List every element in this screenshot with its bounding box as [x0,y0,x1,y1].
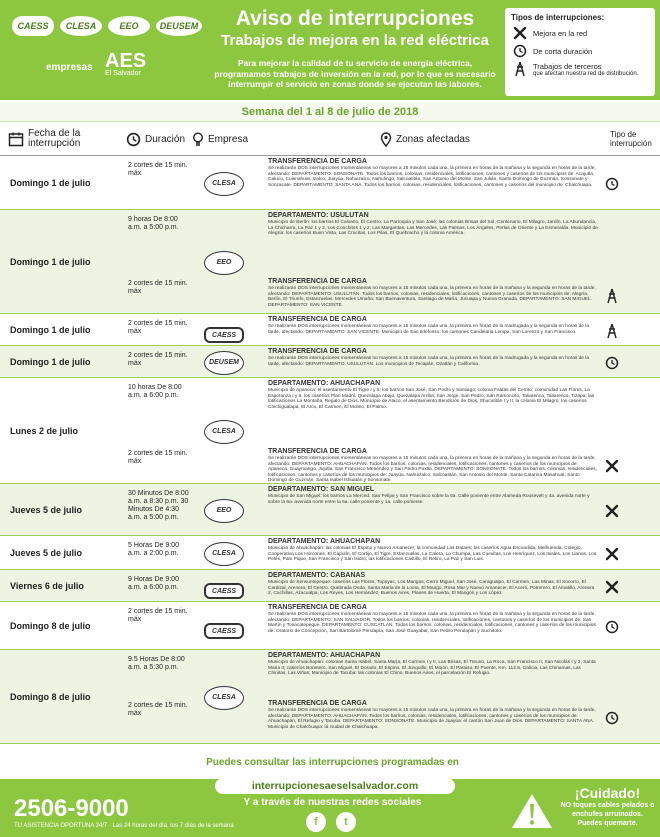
tools-icon [604,546,620,562]
col-fecha-label: Fecha de la interrupción [28,128,81,149]
col-empresa-label: Empresa [208,133,249,145]
row-date: Domingo 1 de julio [10,178,91,188]
aes-logo-text: AES [105,50,147,72]
row-zones: Municipio de Sensuntepeque: caseríos Las Flores, Topoyac, Los Mangos, Cerro Miguel, San José, Caragualpo, El Carmen, Las Minas, El Socorro, El Cardizal, Arenera, El Centro, Quebrada Onda, Santa María de la Loma, El Mango, Rosa Mar y Nuevo Amanecer, El Aceró, Potrerero, El Amatillo, Arenera 2, Cuchillas, Azacualpa, Los Reyes, Los Hernández, Buenos Aires, Planes de Huerta, El Mangón y Los López. [268,580,595,597]
empresas-label: empresas [46,62,93,73]
row-zones-secondary: Se realizarán DOS interrupciones momentáneas no mayores a 15 minutos cada una, la primera en horas de la mañana y la segunda en horas de la tarde, afectando: DEPARTAMENTO: AHUACHAPÁN. Todos los barrios, colonias, residenciales, lotificaciones, cantones y caseríos de los municipios de: Ahuachapán, El Refugio y Tacuba. DEPARTAMENTO: SONSONATE. Municipio de Juayúa: el cantón San Juan de Dios. DEPARTAMENTO: SANTA ANA. Municipio de Chalchuapa: la ciudad de Chalchuapa. [268,708,596,730]
row-detail-secondary [268,278,598,312]
aes-logo [105,50,146,77]
table-row [0,570,660,602]
row-detail [268,652,598,700]
clock-icon [604,619,620,635]
row-department: DEPARTAMENTO: AHUACHAPÁN [268,380,381,387]
row-zones: Municipio de Ahuachapán: colonias Santa Isabel, Santa María, El Carmen I y II, Las Brisas, El Treuno, La Roca, San Francisco II, San Nicolás I y 2, Santa Maria II; caseríos Bonetero, San Miguel, El Dorado, El Espino, El Junquillo, El Mojón, El Paraiso, El Puente, Km. 112.5, Galicia, Las Chinamas, Las Chinitas, Las Viñas; Municipio de Tacuba: las colonias El Chino, Buenos Aires; el parcelación El Refugio. [268,660,596,677]
row-zones: Municipio de San Miguel: los barrios La Merced, San Felipe y San Francisco sobre la 6a. Calle poniente entre Alameda Roosevelt y 4a. avenida norte y sobre la 6a. avenida norte entre la 6a. calle poniente y 1a. calle poniente. [268,494,590,505]
col-zonas [380,124,530,154]
cuidado-notice [560,785,655,828]
page-subtitle: Trabajos de mejora en la red eléctrica [221,32,489,49]
row-duration: 2 cortes de 15 min. máx [128,320,188,335]
calendar-icon [8,131,24,147]
row-zones: Municipio de Apaneca: el asentamiento El Tigre I y II; los barrios San José, San Pedro y Santiago; colonia Faldas del Cerrito; comunidad Las Flores, La Esperanza I y II, los caseríos Plan Madril, Quezalapa Abajo, Quezalapa Arriba, San Jorge, San Pedro, San Ramoncito, Tatiarenca, Tatiarenca, Tizapa; las lotificaciones La Montaña, Regalo de Dios. Municipio de Ataco: el asentamiento Bendición de Dios, Shucutitán I y II; la colonia El Milagro; los caseríos Chichigualapa, El Arco, El Carmen, El Molino, El Palmo. [268,388,595,410]
row-duration-secondary: 2 cortes de 15 min. máx [128,450,188,465]
legend-item-tower [511,62,649,77]
row-duration: 5 Horas De 9:00 a.m. a 2:00 p.m. [128,542,179,557]
row-department: DEPARTAMENTO: AHUACHAPÁN [268,538,381,545]
tools-icon [604,458,620,474]
facebook-icon[interactable]: f [306,812,326,832]
caess-logo: CAESS [12,16,54,36]
row-detail-secondary [268,448,598,482]
row-duration: 9 horas De 8:00 a.m. a 5:00 p.m. [128,216,179,231]
company-logo: EEO [204,251,244,275]
twitter-icon[interactable]: t [336,812,356,832]
row-department: DEPARTAMENTO: USULUTÁN [268,212,369,219]
row-department-secondary: TRANSFERENCIA DE CARGA [268,278,367,285]
table-row [0,156,660,210]
table-row [0,346,660,378]
tools-icon [511,26,529,40]
row-zones: Se realizarán DOS interrupciones momentáneas no mayores a 15 minutos cada una, la primera en horas de la madrugada y la segunda en horas de la tarde, afectando: DEPARTAMENTO: USULUTÁN. Los municipios de Tecapán, Ozatlán y California. [268,356,590,367]
cuidado-text: NO toques cables pelados o enchufes arruinados. Puedes quemarte. [560,802,655,827]
phone-subtitle: TU ASISTENCIA OPORTUNA 24/7 · Las 24 horas del día, los 7 días de la semana [14,823,234,829]
col-tipo [610,124,660,154]
table-row [0,314,660,346]
website-link[interactable]: interrupcionesaeselsalvador.com [215,778,455,794]
row-zones-secondary: Se realizarán DOS interrupciones momentáneas no mayores a 15 minutos cada una, la primera en horas de la mañana y la segunda en horas de la tarde, afectando: DEPARTAMENTO: AHUACHAPÁN. Todos los barrios, colonias, residenciales, lotificaciones, cantones y caseríos de los municipios de: Apaneca, Guaymango, Jujutla, San Francisco Menéndez y San Pedro Puxtla. DEPARTAMENTO: SONSONATE. Todos los barrios, colonias, residenciales, lotificaciones, cantones y caseríos de los municipios de: Juayúa, Nahuizalco, Salcoatitán, San Antonio del Monte, Santa Catarina Masahuat, Santo Domingo de Guzmán, Santa Isabel Ishuatán y Sonsonate. [268,456,598,482]
row-date: Jueves 5 de julio [10,505,83,515]
clock-icon [604,355,620,371]
company-logo: DEUSEM [204,351,244,375]
row-duration: 9.5 Horas De 8:00 a.m. a 5:30 p.m. [128,656,185,671]
row-date: Viernes 6 de julio [10,581,84,591]
row-duration-secondary: 2 cortes de 15 min. máx [128,280,188,295]
row-department-secondary: TRANSFERENCIA DE CARGA [268,448,367,455]
row-duration: 2 cortes de 15 min. máx [128,352,188,367]
legend-item-tools [511,26,649,40]
col-tipo-label: Tipo de interrupción [610,130,652,148]
row-detail [268,212,598,278]
row-date: Jueves 5 de julio [10,548,83,558]
tower-icon [604,323,620,339]
table-row [0,650,660,744]
legend-label-clock: De corta duración [533,46,593,56]
location-pin-icon [380,132,392,147]
row-department: TRANSFERENCIA DE CARGA [268,348,367,355]
company-logo: CLESA [204,542,244,566]
header-banner [0,0,660,100]
clock-icon [511,44,529,58]
legend-label-tower: Trabajos de terceros [533,62,602,71]
table-row [0,602,660,650]
legend-item-clock [511,44,649,58]
row-detail [268,604,598,648]
row-department: TRANSFERENCIA DE CARGA [268,158,367,165]
tower-icon [604,288,620,304]
row-date: Domingo 1 de julio [10,257,91,267]
company-logo: CLESA [204,686,244,710]
social-text: Y a través de nuestras redes sociales [243,797,422,808]
row-zones: Municipio de Ahuachapán: las colonias El Espino y Nuevo Amanecer; la comunidad Las Dataes; los caseríos Agua Escondida, Melhuenda, Colegio, Cooperativa Los Horcones, El Capulín, El Cortijo, El Tigre, Estanzuelas, La Calera, La Chumpa, Las Cuevitas, Los Henríquez, Los Isiales, Los Llanos, Los Pelés, Palo Pique, San Francisco y San Isidro; las lotificaciones Castillo, El Retiro, La Paz y San Luis. [268,546,597,563]
row-date: Domingo 8 de julio [10,692,91,702]
company-logo: EEO [204,499,244,523]
row-detail [268,380,598,448]
table-row [0,210,660,314]
row-detail [268,538,598,568]
row-date: Domingo 1 de julio [10,357,91,367]
row-date: Domingo 8 de julio [10,621,91,631]
clock-icon [604,710,620,726]
legend-title: Tipos de interrupciones: [511,13,605,22]
row-detail [268,158,598,208]
row-detail [268,348,598,376]
title-block [210,8,500,90]
row-duration: 10 horas De 8:00 a.m. a 6:00 p.m. [128,384,182,399]
row-zones: Se realizarán DOS interrupciones momentáneas no mayores a 15 minutos cada una, la primera en horas de la madrugada y la segunda en horas de la tarde, afectando: DEPARTAMENTO: SAN VICENTE. Municipio de San Ildefonso: los cantones Candelaria Lempa, San Lorenzo y San Francisco. [268,324,590,335]
row-department: TRANSFERENCIA DE CARGA [268,604,367,611]
row-department-secondary: TRANSFERENCIA DE CARGA [268,700,367,707]
col-duracion-label: Duración [145,133,186,145]
table-row [0,536,660,570]
row-department: DEPARTAMENTO: SAN MIGUEL [268,486,375,493]
row-duration: 2 cortes de 15 min. máx [128,608,188,623]
row-zones: Se realizarán DOS interrupciones momentáneas no mayores a 15 minutos cada una, la primera en horas de la mañana y la segunda en horas de la tarde, afectando: DEPARTAMENTO: SONSONATE. Todos los barrios, colonias, residenciales, lotificaciones, cantones y caseríos de los municipios de: Acajutla, Caluco, Cuisnahuat, Izalco, Juayúa, Nahuizalco, Nahulingo, Salcoatitán, San Antonio del Monte, San Julián, Santo Domingo de Guzmán, Sonsonate y Sonzacate. DEPARTAMENTO: SANTA ANA. Todos los barrios, colonias, residenciales, lotificaciones, cantones y caseríos del municipio de: Chalchuapa. [268,166,596,188]
tools-icon [604,503,620,519]
company-logo: CLESA [204,172,244,196]
company-logo: CLESA [204,420,244,444]
row-zones: Se realizarán DOS interrupciones momentáneas no mayores a 15 minutos cada una, la primera en horas de la mañana y la segunda en horas de la tarde, afectando: DEPARTAMENTO: SAN SALVADOR. Todos los barrios, colonias, residenciales, lotificaciones, cantones y caseríos de los municipios de: San Martín y Tonacatepeque. DEPARTAMENTO: CUSCATLÁN. Todos los barrios, colonias, residenciales, lotificaciones, cantones y caseríos de los municipios de: Oratorio de Concepción, San Bartolomé Perulapía, San José Guayabal, San Pedro Perulapán y Suchitoto. [268,612,596,634]
row-duration-secondary: 2 cortes de 15 min. máx [128,702,188,717]
col-zonas-label: Zonas afectadas [396,133,470,145]
phone-number[interactable]: 2506-9000 [14,795,129,822]
aes-logo-sub: El Salvador [105,70,141,77]
row-duration: 30 Minutos De 8:00 a.m. a 8:30 p.m. 30 Minutos De 4:30 a.m. a 5:00 p.m. [128,490,189,521]
table-row [0,484,660,536]
row-department: DEPARTAMENTO: AHUACHAPÁN [268,652,381,659]
company-logo: CAESS [204,327,244,343]
deusem-logo: DEUSEM [156,16,202,36]
row-zones: Municipio de Berlín: los barrios El Calvario, El Centro, La Parroquia y San José; las colonias Brisas del Sol, Centenario, El Milagro, Jardín, La Abundancia, La Chicharra, La Paz 1 y 2, Los Conchitos 1 y 2, Las Margaritas, Las Mercedes, Las Palmas, Los Ángeles, Perlas de Oriente y La Esmeralda. Municipio de Alegría: los caseríos Buen Vista, Las Crucitas, Los Pilas, El Quebracho y la colonia América. [268,220,598,237]
company-logo: CAESS [204,583,244,599]
legend-sub-tower: que afectan nuestra red de distribución. [533,71,639,77]
warning-icon [510,792,554,835]
clesa-logo: CLESA [60,16,102,36]
tower-icon [511,62,529,76]
row-date: Domingo 1 de julio [10,325,91,335]
row-detail [268,572,598,600]
lightbulb-icon [192,132,204,147]
row-duration: 9 Horas De 9:00 a.m. a 6:00 p.m. [128,576,179,591]
row-detail [268,486,598,534]
company-logo: CAESS [204,623,244,639]
row-department: DEPARTAMENTO: CABAÑAS [268,572,366,579]
row-department: TRANSFERENCIA DE CARGA [268,316,367,323]
cuidado-title: ¡Cuidado! [574,785,641,801]
row-duration: 2 cortes de 15 min. máx [128,162,188,177]
table-row [0,378,660,484]
interruption-types-legend [505,8,655,96]
page-title: Aviso de interrupciones [235,7,475,30]
tools-icon [604,579,620,595]
row-detail-secondary [268,700,598,742]
col-fecha [8,124,118,154]
consult-text: Puedes consultar las interrupciones programadas en [206,757,459,768]
clock-icon [126,132,141,147]
row-zones-secondary: Se realizarán DOS interrupciones momentáneas no mayores a 15 minutos cada una, la primera en horas de la mañana y la segunda en horas de la tarde, afectando: DEPARTAMENTO: USULUTÁN. Todos los barrios, colonias, residenciales, lotificaciones, cantones y caseríos de los municipios de: Alegría, Berlín, El Triunfo, Estanzuelas, Mercedes Umaña, San Buenaventura, Santiago de María, Jucuapa y Nueva Granada. DEPARTAMENTO: SAN MIGUEL. DEPARTAMENTO: SAN VICENTE. [268,286,596,308]
week-range: Semana del 1 al 8 de julio de 2018 [0,102,660,122]
legend-label-tools: Mejora en la red [533,28,588,38]
clock-icon [604,176,620,192]
eeo-logo: EEO [108,16,150,36]
row-date: Lunes 2 de julio [10,426,79,436]
col-empresa [192,124,262,154]
intro-text: Para mejorar la calidad de tu servicio de energía eléctrica, programamos trabajos de inversión en la red, por lo que es necesario interrumpir el servicio en zonas donde se ejecutan las labores. [214,58,496,89]
row-detail [268,316,598,344]
